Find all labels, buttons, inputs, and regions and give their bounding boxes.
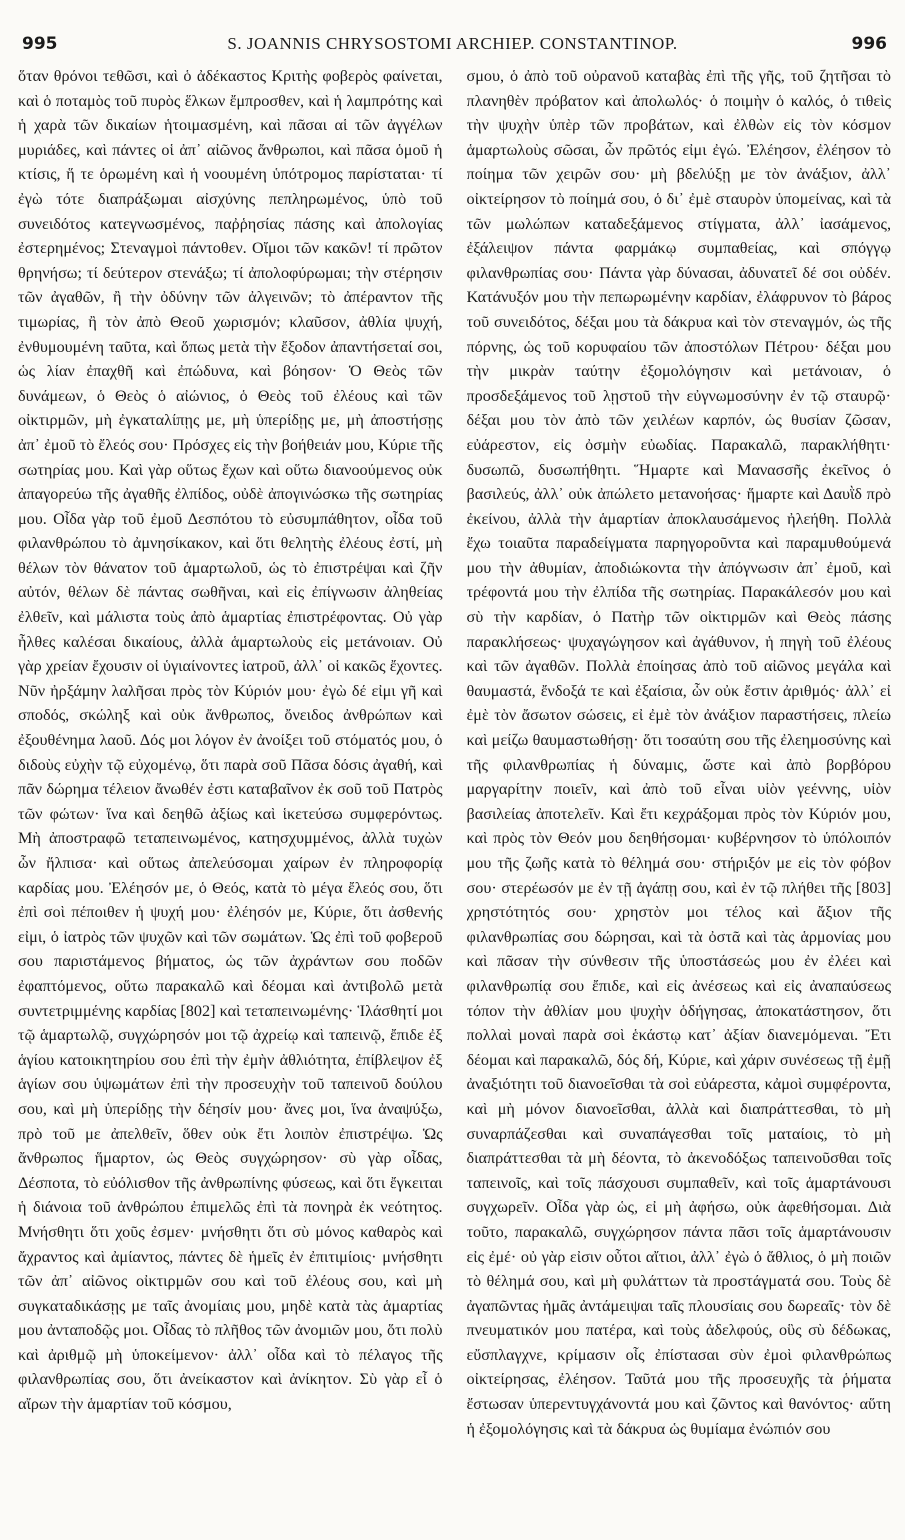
left-column: [18, 64, 443, 1532]
text-columns: [18, 64, 891, 1532]
left-column-text: ὅταν θρόνοι τεθῶσι, καὶ ὁ ἀδέκαστος Κριτὴς φοβερὸς φαίνεται, καὶ ὁ ποταμὸς τοῦ πυρὸς ἕλκων ἔμπροσθεν, καὶ ἡ λαμπρότης καὶ ἡ χαρὰ τῶν δικαίων ἡτοιμασμένη, καὶ πᾶσαι αἱ τῶν ἀγγέλων μυριάδες, καὶ πάντες οἱ ἀπ᾽ αἰῶνος ἄνθρωποι, καὶ πᾶσα ὁμοῦ ἡ κτίσις, ἥ τε ὁρωμένη καὶ ἡ νοουμένη ὑπότρομος παρίσταται· τί ἐγὼ τότε διαπράξωμαι αἰσχύνης πεπληρωμένος, ὑπὸ τοῦ συνειδότος κατεγνωσμένος, παῤῥησίας πάσης καὶ ἀπολογίας ἐστερημένος; Στεναγμοὶ πάντοθεν. Οἴμοι τῶν κακῶν! τί πρῶτον θρηνήσω; τί δεύτερον στενάξω; τί ἀπολοφύρωμαι; τὴν στέρησιν τῶν ἀγαθῶν, ἢ τὴν ὀδύνην τῶν ἀλγεινῶν; τὸ ἀπέραντον τῆς τιμωρίας, ἢ τὸν ἀπὸ Θεοῦ χωρισμόν; κλαῦσον, ἀθλία ψυχή, ἐνθυμουμένη ταῦτα, καὶ ὅπως μετὰ τὴν ἔξοδον ἀπαντήσεταί σοι, ὡς λίαν ἐπαχθῆ καὶ ἐπώδυνα, καὶ βόησον· Ὁ Θεὸς τῶν δυνάμεων, ὁ Θεὸς ὁ αἰώνιος, ὁ Θεὸς τοῦ ἐλέους καὶ τῶν οἰκτιρμῶν, μὴ ἐγκαταλίπῃς με, μὴ ὑπερίδῃς με, μὴ ἀποστήσῃς ἀπ᾽ ἐμοῦ τὸ ἔλεός σου· Πρόσχες εἰς τὴν βοήθειάν μου, Κύριε τῆς σωτηρίας μου. Καὶ γὰρ οὕτως ἔχων καὶ οὕτω διανοούμενος οὐκ ἀπαγορεύω τῆς ἀγαθῆς ἐλπίδος, οὐδὲ ἀπογινώσκω τῆς σωτηρίας μου. Οἶδα γὰρ τοῦ ἐμοῦ Δεσπότου τὸ εὐσυμπάθητον, οἶδα τοῦ φιλανθρώπου τὸ ἀμνησίκακον, καὶ ὅτι θελητὴς ἐλέους ἐστί, μὴ θέλων τὸν θάνατον τοῦ ἁμαρτωλοῦ, ὡς τὸ ἐπιστρέψαι καὶ ζῆν αὐτόν, θέλων δὲ πάντας σωθῆναι, καὶ εἰς ἐπίγνωσιν ἀληθείας ἐλθεῖν, καὶ μάλιστα τοὺς ἀπὸ ἁμαρτίας ἐπιστρέφοντας. Οὐ γὰρ ἦλθες καλέσαι δικαίους, ἀλλὰ ἁμαρτωλοὺς εἰς μετάνοιαν. Οὐ γὰρ χρείαν ἔχουσιν οἱ ὑγιαίνοντες ἰατροῦ, ἀλλ᾽ οἱ κακῶς ἔχοντες. Νῦν ἠρξάμην λαλῆσαι πρὸς τὸν Κύριόν μου· ἐγὼ δέ εἰμι γῆ καὶ σποδός, σκώληξ καὶ οὐκ ἄνθρωπος, ὄνειδος ἀνθρώπων καὶ ἐξουθένημα λαοῦ. Δός μοι λόγον ἐν ἀνοίξει τοῦ στόματός μου, ὁ διδοὺς εὐχὴν τῷ εὐχομένῳ, ὅτι παρὰ σοῦ Πᾶσα δόσις ἀγαθή, καὶ πᾶν δώρημα τέλειον ἄνωθέν ἐστι καταβαῖνον ἐκ σοῦ τοῦ Πατρὸς τῶν φώτων· ἵνα καὶ δεηθῶ ἀξίως καὶ ἱκετεύσω συμφερόντως. Μὴ ἀποστραφῶ τεταπεινωμένος, κατησχυμμένος, ἀλλὰ τυχὼν ὧν ἤλπισα· καὶ οὕτως ἀπελεύσομαι χαίρων ἐν πληροφορίᾳ καρδίας μου. Ἐλέησόν με, ὁ Θεός, κατὰ τὸ μέγα ἔλεός σου, ὅτι ἐπὶ σοὶ πέποιθεν ἡ ψυχή μου· ἐλέησόν με, Κύριε, ὅτι ἀσθενής εἰμι, ὁ ἰατρὸς τῶν ψυχῶν καὶ τῶν σωμάτων. Ὡς ἐπὶ τοῦ φοβεροῦ σου παριστάμενος βήματος, ὡς τῶν ἀχράντων σου ποδῶν ἐφαπτόμενος, οὕτω παρακαλῶ καὶ δέομαι καὶ ἀντιβολῶ μετὰ συντετριμμένης καρδίας [802] καὶ τεταπεινωμένης· Ἱλάσθητί μοι τῷ ἁμαρτωλῷ, συγχώρησόν μοι τῷ ἀχρείῳ καὶ ταπεινῷ, ἔπιδε ἐξ ἁγίου κατοικητηρίου σου ἐπὶ τὴν ἐμὴν ἀθλιότητα, ἐπίβλεψον ἐξ ἁγίων σου ὑψωμάτων ἐπὶ τὴν προσευχὴν τοῦ ταπεινοῦ δούλου σου, καὶ μὴ ὑπερίδῃς τὴν δέησίν μου· ἄνες μοι, ἵνα ἀναψύξω, πρὸ τοῦ με ἀπελθεῖν, ὅθεν οὐκ ἔτι λοιπὸν ἐπιστρέψω. Ὡς ἄνθρωπος ἥμαρτον, ὡς Θεὸς συγχώρησον· σὺ γὰρ οἶδας, Δέσποτα, τὸ εὐόλισθον τῆς ἀνθρωπίνης φύσεως, καὶ ὅτι ἔγκειται ἡ διάνοια τοῦ ἀνθρώπου ἐπιμελῶς ἐπὶ τὰ πονηρὰ ἐκ νεότητος. Μνήσθητι ὅτι χοῦς ἐσμεν· μνήσθητι ὅτι σὺ μόνος καθαρὸς καὶ ἄχραντος καὶ ἀμίαντος, πάντες δὲ ἡμεῖς ἐν ἐπιτιμίοις· μνήσθητι τῶν ἀπ᾽ αἰῶνος οἰκτιρμῶν σου καὶ τοῦ ἐλέους σου, καὶ μὴ συγκαταδικάσῃς με ταῖς ἀνομίαις μου, μηδὲ κατὰ τὰς ἁμαρτίας μου ἀνταποδῷς μοι. Οἶδας τὸ πλῆθος τῶν ἀνομιῶν μου, ὅτι πολὺ καὶ ἀριθμῷ μὴ ὑποκείμενον· ἀλλ᾽ οἶδα καὶ τὸ πέλαγος τῆς φιλανθρωπίας σου, ὅτι ἀνείκαστον καὶ ἀνίκητον. Σὺ γὰρ εἶ ὁ αἴρων τὴν ἁμαρτίαν τοῦ κόσμου,: [18, 67, 443, 1414]
running-title: S. JOANNIS CHRYSOSTOMI ARCHIEP. CONSTANTINOP.: [227, 34, 678, 53]
page-header: [0, 34, 905, 58]
right-column-number: 996: [851, 34, 887, 54]
left-column-number: 995: [22, 34, 58, 54]
right-column-text: σμου, ὁ ἀπὸ τοῦ οὐρανοῦ καταβὰς ἐπὶ τῆς γῆς, τοῦ ζητῆσαι τὸ πλανηθὲν πρόβατον καὶ ἀπολωλός· ὁ ποιμὴν ὁ καλός, ὁ τιθεὶς τὴν ψυχὴν ὑπὲρ τῶν προβάτων, καὶ ἐλθὼν εἰς τὸν κόσμον ἁμαρτωλοὺς σῶσαι, ὧν πρῶτός εἰμι ἐγώ. Ἐλέησον, ἐλέησον τὸ ποίημα τῶν χειρῶν σου· μὴ βδελύξῃ με τὸν ἀνάξιον, ἀλλ᾽ οἰκτείρησον τὸ ποίημά σου, ὁ δι᾽ ἐμὲ σταυρὸν ὑπομείνας, καὶ τὰ τῶν μωλώπων καταδεξάμενος στίγματα, ἀλλ᾽ ἰασάμενος, ἐξάλειψον πάντα φαρμάκῳ συμπαθείας, καὶ σπόγγῳ φιλανθρωπίας σου· Πάντα γὰρ δύνασαι, ἀδυνατεῖ δέ σοι οὐδέν. Κατάνυξόν μου τὴν πεπωρωμένην καρδίαν, ἐλάφρυνον τὸ βάρος τοῦ συνειδότος, δέξαι μου τὰ δάκρυα καὶ τὸν στεναγμόν, ὡς τῆς πόρνης, ὡς τοῦ κορυφαίου τῶν ἀποστόλων Πέτρου· δέξαι μου τὴν μικρὰν ταύτην ἐξομολόγησιν καὶ μετάνοιαν, ὁ προσδεξάμενος τοῦ λῃστοῦ τὴν εὐγνωμοσύνην ἐν τῷ σταυρῷ· δέξαι μου τὸν ἀπὸ τῶν χειλέων καρπόν, ὡς θυσίαν ζῶσαν, εὐάρεστον, εἰς ὀσμὴν εὐωδίας. Παρακαλῶ, παρακλήθητι· δυσωπῶ, δυσωπήθητι. Ἥμαρτε καὶ Μανασσῆς ἐκεῖνος ὁ βασιλεύς, ἀλλ᾽ οὐκ ἀπώλετο μετανοήσας· ἥμαρτε καὶ Δαυῒδ πρὸ ἐκείνου, ἀλλὰ τὴν ἁμαρτίαν ἀποκλαυσάμενος ἠλεήθη. Πολλὰ ἔχω τοιαῦτα παραδείγματα παρηγοροῦντα καὶ παραμυθούμενά μου τὴν ἀθυμίαν, ἀποδιώκοντα τὴν ἀπόγνωσιν ἀπ᾽ ἐμοῦ, καὶ τρέφοντά μου τὴν ἐλπίδα τῆς σωτηρίας. Παρακάλεσόν μου καὶ σὺ τὴν καρδίαν, ὁ Πατὴρ τῶν οἰκτιρμῶν καὶ Θεὸς πάσης παρακλήσεως· ψυχαγώγησον καὶ ἀγάθυνον, ἡ πηγὴ τοῦ ἐλέους καὶ τῶν ἀγαθῶν. Πολλὰ ἐποίησας ἀπὸ τοῦ αἰῶνος μεγάλα καὶ θαυμαστά, ἔνδοξά τε καὶ ἐξαίσια, ὧν οὐκ ἔστιν ἀριθμός· ἀλλ᾽ εἰ ἐμὲ τὸν ἄσωτον σώσεις, εἰ ἐμὲ τὸν ἀνάξιον παραστήσεις, πλείω καὶ μείζω θαυμαστωθήσῃ· ὅτι τοσαύτη σου τῆς ἐλεημοσύνης καὶ τῆς φιλανθρωπίας ἡ δύναμις, ὥστε καὶ ἀπὸ βορβόρου μαργαρίτην ποιεῖν, καὶ ἀπὸ τοῦ εἶναι υἱὸν γεέννης, υἱὸν βασιλείας ἀποτελεῖν. Καὶ ἔτι κεχράξομαι πρὸς τὸν Κύριόν μου, καὶ πρὸς τὸν Θεόν μου δεηθήσομαι· κυβέρνησον τὸ ὑπόλοιπόν μου τῆς ζωῆς κατὰ τὸ θέλημά σου· στήριξόν με εἰς τὸν φόβον σου· στερέωσόν με ἐν τῇ ἀγάπῃ σου, καὶ ἐν τῷ πλήθει τῆς [803] χρηστότητός σου· χρηστὸν μοι τέλος καὶ ἄξιον τῆς φιλανθρωπίας σου δώρησαι, καὶ τὰ ὀστᾶ καὶ τὰς ἁρμονίας μου καὶ πᾶσαν τὴν σύνθεσιν τῆς ὑποστάσεώς μου ἐν ἐλέει καὶ φιλανθρωπίᾳ σου ἔπιδε, καὶ εἰς ἀνέσεως καὶ εἰς ἀναπαύσεως τόπον τὴν ἀθλίαν μου ψυχὴν ὁδήγησας, ἀποκατάστησον, ὅτι πολλαὶ μοναὶ παρὰ σοὶ ἑκάστῳ κατ᾽ ἀξίαν διανεμόμεναι. Ἔτι δέομαι καὶ παρακαλῶ, δός δή, Κύριε, καὶ χάριν συνέσεως τῇ ἐμῇ ἀναξιότητι τοῦ διανοεῖσθαι τὰ σοὶ εὐάρεστα, κἀμοὶ συμφέροντα, καὶ μὴ μόνον διανοεῖσθαι, ἀλλὰ καὶ διαπράττεσθαι, τὸ μὴ συναρπάζεσθαι καὶ συναπάγεσθαι τοῖς ματαίοις, τὸ μὴ διαπράττεσθαι τὰ μὴ δέοντα, τὸ ἀκενοδόξως ταπεινοῦσθαι τοῖς ταπεινοῖς, καὶ τοῖς πάσχουσι συμπαθεῖν, καὶ τοῖς ἁμαρτάνουσι συγχωρεῖν. Οἶδα γὰρ ὡς, εἰ μὴ ἀφήσω, οὐκ ἀφεθήσομαι. Διὰ τοῦτο, παρακαλῶ, συγχώρησον πάντα πᾶσι τοῖς ἁμαρτάνουσιν εἰς ἐμέ· οὐ γὰρ εἰσιν οὗτοι αἴτιοι, ἀλλ᾽ ἐγὼ ὁ ἄθλιος, ὁ μὴ ποιῶν τὸ θέλημά σου, καὶ μὴ φυλάττων τὰ προστάγματά σου. Τοὺς δὲ ἀγαπῶντας ἡμᾶς ἀντάμειψαι ταῖς πλουσίαις σου δωρεαῖς· τὸν δὲ πνευματικόν μου πατέρα, καὶ τοὺς ἀδελφούς, οὓς σὺ δέδωκας, εὔσπλαγχνε, κρίμασιν οἷς ἐπίστασαι σὺν ἐμοὶ φιλανθρώπως οἰκτείρησας, ἐλέησον. Ταῦτά μου τῆς προσευχῆς τὰ ῥήματα ἔστωσαν ὑπερεντυγχάνοντά μου καὶ ζῶντος καὶ θανόντος· αὕτη ἡ ἐξομολόγησις καὶ τὰ δάκρυα ὡς θυμίαμα ἐνώπιόν σου: [466, 67, 891, 1438]
right-column: [467, 64, 892, 1532]
